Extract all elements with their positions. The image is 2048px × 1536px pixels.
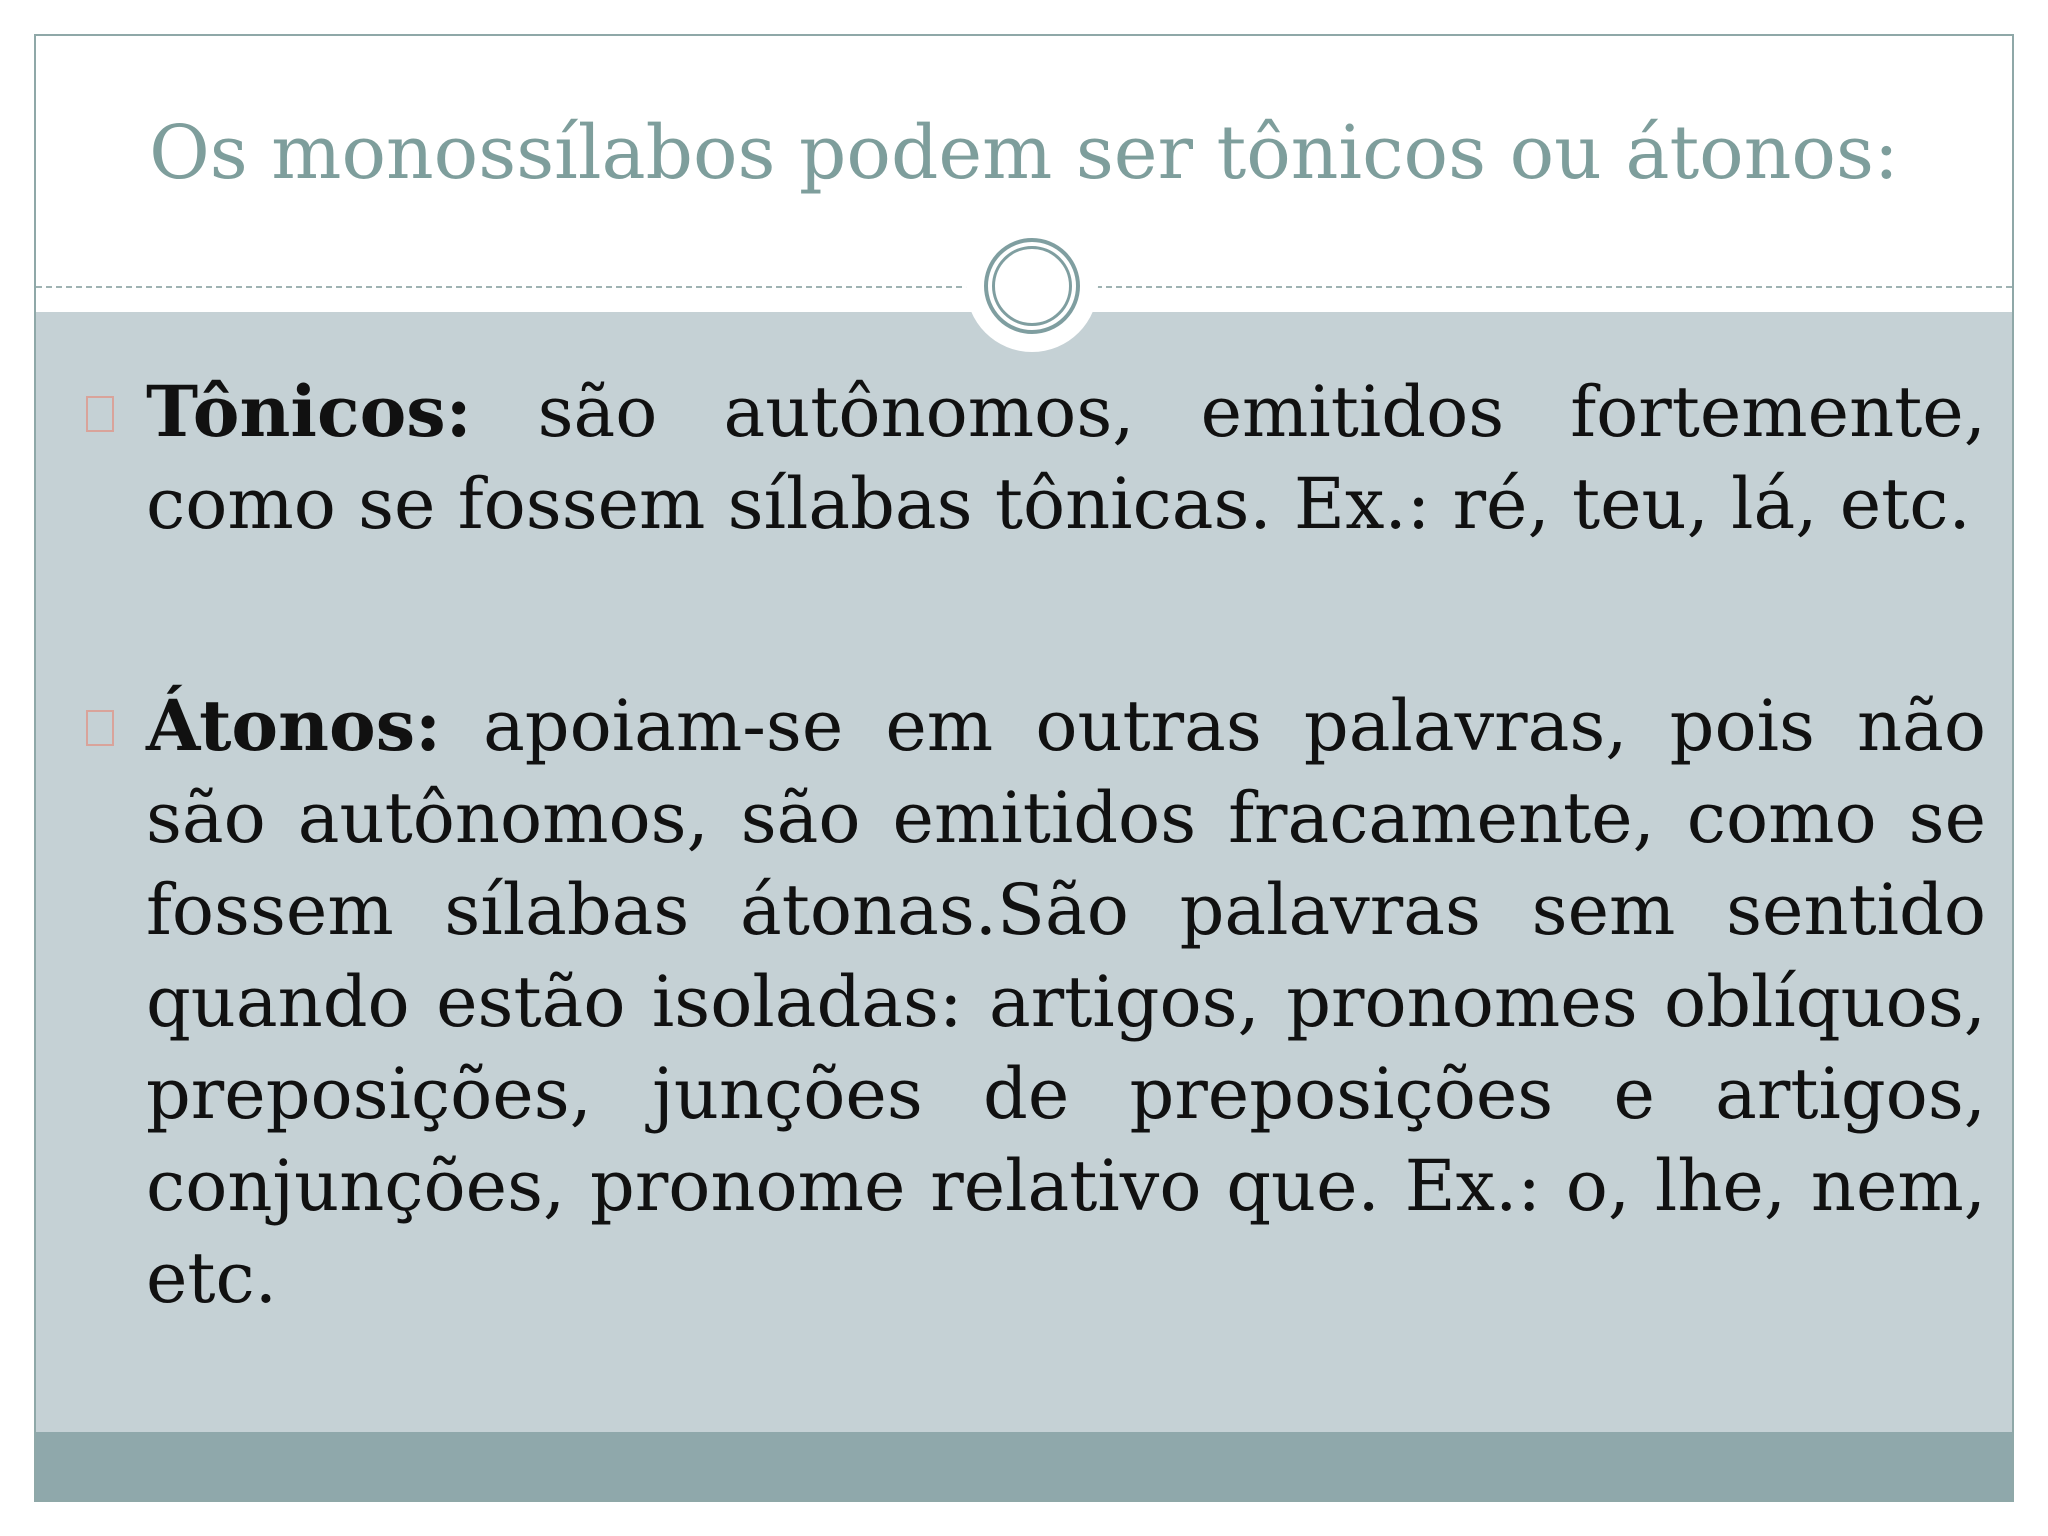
bullet-term: Átonos: — [146, 684, 441, 767]
square-bullet-icon — [86, 710, 114, 746]
square-bullet-icon — [86, 396, 114, 432]
bullet-item-tonicos — [146, 366, 1986, 550]
bullet-text: apoiam-se em outras palavras, pois não são autônomos, são emitidos fracamente, como se fossem sílabas átonas.São palavras sem sentido quando estão isoladas: artigos, pronomes oblíquos, preposições, junções de preposições e artigos, conjunções, pronome relativo que. Ex.: o, lhe, nem, etc. — [146, 685, 1986, 1319]
bullet-item-atonos — [146, 680, 1986, 1324]
title-ornament-circle — [966, 220, 1098, 352]
slide — [34, 34, 2014, 1502]
bullet-text: são autônomos, emitidos fortemente, como se fossem sílabas tônicas. Ex.: ré, teu, lá, etc. — [146, 371, 1986, 545]
bullet-term: Tônicos: — [146, 370, 472, 453]
inner-ring — [992, 246, 1072, 326]
slide-title: Os monossílabos podem ser tônicos ou átonos: — [149, 110, 1899, 196]
bullet-list — [146, 366, 1986, 1324]
footer-bar — [36, 1432, 2012, 1502]
